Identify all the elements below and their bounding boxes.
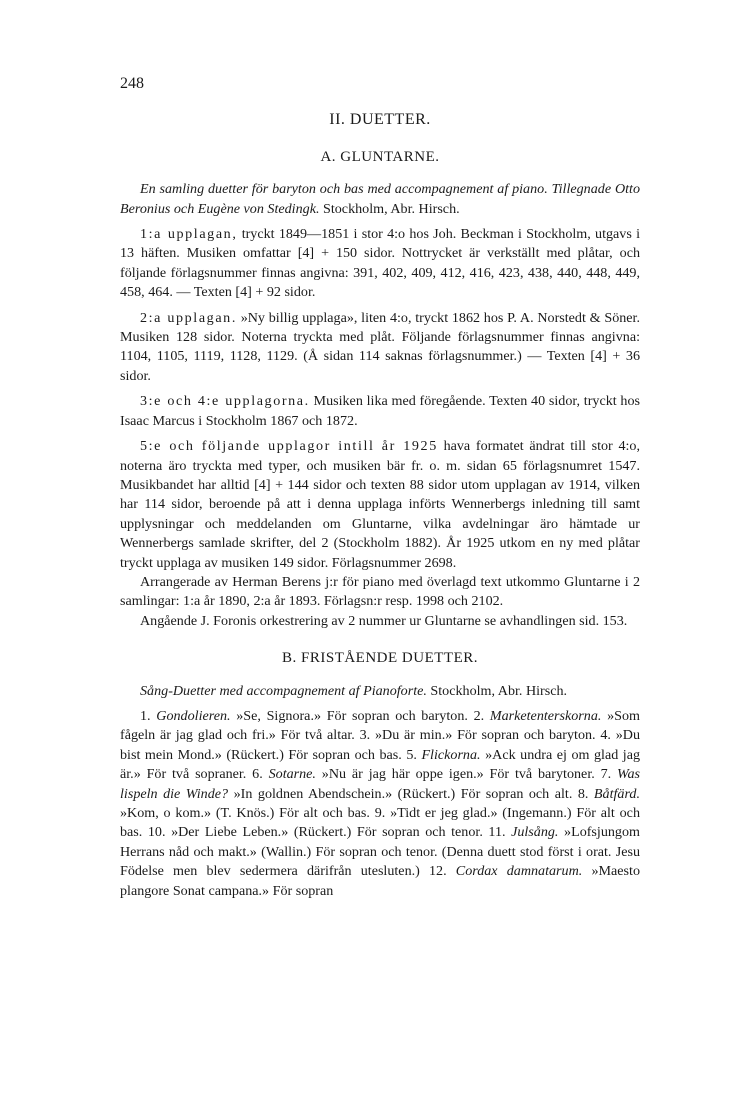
duet-list-text: »Se, Signora.» För sopran och baryton. 2. <box>230 707 490 724</box>
duet-list-text: »Nu är jag här oppe igen.» För två barytoner. 7. <box>315 766 618 783</box>
intro-publisher: Stockholm, Abr. Hirsch. <box>319 200 460 217</box>
book-page <box>120 74 640 901</box>
duet-list-text: »Kom, o kom.» (T. Knös.) För alt och bas. 9. »Tidt er jeg glad.» (Ingemann.) För alt och bas. 10. »Der Liebe Leben.» (Rückert.) För sopran och tenor. 11. <box>120 805 640 841</box>
duet-title-gondolieren: Gondolieren. <box>156 707 231 724</box>
subsection-b-title: B. FRISTÅENDE DUETTER. <box>282 650 478 667</box>
duet-list-text: »Ack undra ej om glad jag är.» För två sopraner. 6. <box>120 746 641 783</box>
edition-5-paragraph <box>120 437 640 573</box>
duet-title-marketenterskorna: Marketenterskorna. <box>489 707 602 724</box>
duet-list-text: »Maesto plangore Sonat campana.» För sopran <box>120 863 641 899</box>
section-title: II. DUETTER. <box>329 111 431 129</box>
duet-title-flickorna: Flickorna. <box>421 746 481 763</box>
berens-paragraph: Arrangerade av Herman Berens j:r för piano med överlagd text utkommo Gluntarne i 2 samlingar: 1:a år 1890, 2:a år 1893. Förlagsn:r resp. 1998 och 2102. <box>120 573 640 610</box>
duet-list-text: 1. <box>140 707 157 724</box>
duet-title-cordax: Cordax damnatarum. <box>455 863 583 880</box>
edition-3-4-text: Musiken lika med föregående. Texten 40 sidor, tryckt hos Isaac Marcus i Stockholm 1867 och 1872. <box>120 393 640 429</box>
edition-5-label: 5:e och följande upplagor intill år 1925 <box>140 438 438 455</box>
duet-list-text: »Lofsjungom Herrans nåd och makt.» (Wallin.) För sopran och tenor. (Denna duett stod först i orat. Jesu Födelse men blev sedermera därifrån utesluten.) 12. <box>120 824 640 880</box>
duet-list-text: »Som fågeln är jag glad och fri.» För två altar. 3. »Du är min.» För sopran och baryton. 4. »Du bist mein Mond.» (Rückert.) För sopran och bas. 5. <box>120 707 641 763</box>
duet-title-julsang: Julsång. <box>511 824 559 841</box>
edition-3-4-label: 3:e och 4:e upplagorna. <box>140 393 310 410</box>
edition-2-paragraph <box>120 309 640 387</box>
edition-2-label: 2:a upplagan. <box>140 309 237 326</box>
duet-title-batfard: Båtfärd. <box>593 785 640 802</box>
duet-title-was-lispeln: Was lispeln die Winde? <box>120 766 640 802</box>
subsection-a-title: A. GLUNTARNE. <box>320 148 440 165</box>
duet-list-text: »In goldnen Abendschein.» (Rückert.) För sopran och alt. 8. <box>228 785 594 802</box>
edition-2-text: »Ny billig upplaga», liten 4:o, tryckt 1862 hos P. A. Norstedt & Söner. Musiken 128 sidor. Noterna tryckta med plåt. Följande förlagsnummer finnas angivna: 1104, 1105, 1119, 1128, 1129. (Å sidan 114 saknas förlagsnummer.) — Texten [4] + 36 sidor. <box>120 309 640 384</box>
duet-list <box>120 707 640 901</box>
sang-duetter-italic-title: Sång-Duetter med accompagnement af Pianoforte. <box>140 682 427 699</box>
edition-3-4-paragraph <box>120 392 640 431</box>
edition-1-label: 1:a upplagan, <box>140 226 238 243</box>
intro-italic-title: En samling duetter för baryton och bas med accompagnement af piano. Tillegnade Otto Beronius och Eugène von Stedingk. <box>120 181 640 217</box>
page-number: 248 <box>120 75 144 92</box>
sang-duetter-publisher: Stockholm, Abr. Hirsch. <box>426 682 568 699</box>
sang-duetter-intro <box>120 682 640 701</box>
edition-5-text: hava formatet ändrat till stor 4:o, noterna äro tryckta med typer, och musiken bär fr. o. m. sidan 65 förlagsnumret 1547. Musikbandet har alltid [4] + 144 sidor och texten 88 sidor utom upplagan av 1914, vilken har 114 sidor, beroende på att i denna upplaga införts Wennerbergs inledning till samt upplysningar och meddelanden om Gluntarne, vilka avdelningar äro hämtade ur Wennerbergs samlade skrifter, del 2 (Stockholm 1882). År 1925 utkom en ny med plåtar tryckt upplaga av musiken 149 sidor. Förlagsnummer 2698. <box>120 438 640 571</box>
duet-title-sotarne: Sotarne. <box>268 766 316 783</box>
edition-1-text: tryckt 1849—1851 i stor 4:o hos Joh. Beckman i Stockholm, utgavs i 13 häften. Musiken omfattar [4] + 150 sidor. Nottrycket är verkställt med plåtar, och följande förlagsnummer finnas angivna: 391, 402, 409, 412, 416, 423, 438, 440, 448, 449, 458, 464. — Texten [4] + 92 sidor. <box>120 226 640 301</box>
edition-1-paragraph <box>120 225 640 303</box>
foroni-paragraph: Angående J. Foronis orkestrering av 2 nummer ur Gluntarne se avhandlingen sid. 153. <box>140 612 628 629</box>
gluntarne-intro <box>120 180 640 219</box>
